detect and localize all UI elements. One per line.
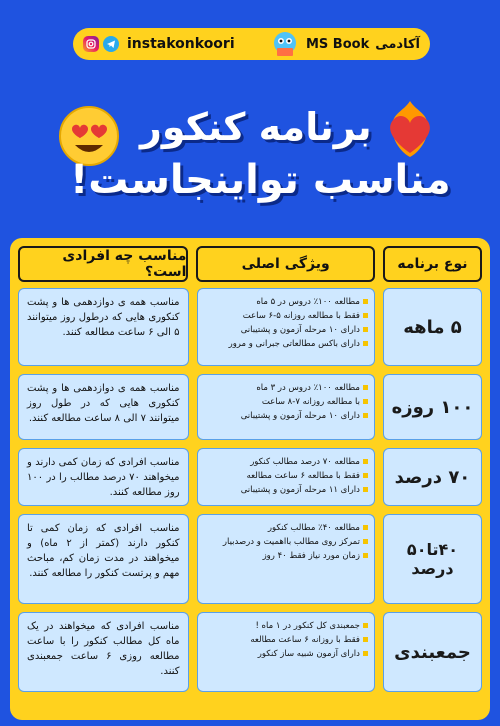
bullet-icon: [363, 473, 368, 478]
features-cell: [197, 514, 375, 604]
program-table: [10, 238, 490, 720]
title-line-2: مناسب تواینجاست!: [70, 157, 451, 203]
bullet-icon: [363, 385, 368, 390]
bullet-icon: [363, 299, 368, 304]
bullet-icon: [363, 553, 368, 558]
table-body: [18, 288, 482, 692]
bullet-icon: [363, 459, 368, 464]
telegram-icon[interactable]: [103, 36, 119, 52]
title-area: [0, 85, 500, 215]
program-type: جمعبندی: [383, 612, 482, 692]
list-item: فقط با مطالعه روزانه ۵-۶ ساعت: [202, 309, 368, 323]
list-item: با مطالعه روزانه ۷-۸ ساعت: [202, 395, 368, 409]
table-row: [18, 514, 482, 604]
features-cell: [197, 374, 375, 440]
list-item: دارای ۱۰ مرحله آزمون و پشتیبانی: [202, 409, 368, 423]
list-item: دارای آزمون شبیه ساز کنکور: [202, 647, 368, 661]
list-item: جمعبندی کل کنکور در ۱ ماه !: [202, 619, 368, 633]
bullet-icon: [363, 623, 368, 628]
brand-name: MS Book: [305, 36, 370, 52]
mascot-icon: [270, 29, 300, 59]
audience-cell: مناسب همه ی دوازدهمی ها و پشت کنکوری هایی که درطول روز میتوانند ۵ الی ۶ ساعت مطالعه کنند.: [18, 288, 189, 366]
list-item: دارای ۱۱ مرحله آزمون و پشتیبانی: [202, 483, 368, 497]
features-cell: [197, 448, 375, 506]
program-type: ۷۰ درصد: [383, 448, 482, 506]
instagram-handle[interactable]: instakonkoori: [127, 36, 235, 52]
bullet-icon: [363, 327, 368, 332]
audience-cell: مناسب افرادی که میخواهند در یک ماه کل مطالب کنکور را با ساعت مطالعه روزی ۶ ساعت جمعبندی کنند.: [18, 612, 189, 692]
list-item: تمرکز روی مطالب بااهمیت و درصدبیار: [202, 535, 368, 549]
bullet-icon: [363, 637, 368, 642]
academy-label: آکادمی: [375, 36, 420, 52]
list-item: زمان مورد نیاز فقط ۴۰ روز: [202, 549, 368, 563]
list-item: فقط با مطالعه ۶ ساعت مطالعه: [202, 469, 368, 483]
table-row: [18, 448, 482, 506]
list-item: مطالعه ۴۰٪ مطالب کنکور: [202, 521, 368, 535]
header-badge: [73, 28, 430, 60]
bullet-icon: [363, 341, 368, 346]
bullet-icon: [363, 413, 368, 418]
table-row: [18, 374, 482, 440]
bullet-icon: [363, 313, 368, 318]
audience-cell: مناسب افرادی که زمان کمی دارند و میخواهند ۷۰ درصد مطالب را در ۱۰۰ روز مطالعه کنند.: [18, 448, 189, 506]
instagram-icon[interactable]: [83, 36, 99, 52]
program-type: ۵ ماهه: [383, 288, 482, 366]
features-cell: [197, 612, 375, 692]
social-group: [83, 36, 235, 52]
list-item: مطالعه ۷۰ درصد مطالب کنکور: [202, 455, 368, 469]
table-row: [18, 612, 482, 692]
title-line-1: برنامه کنکور: [140, 105, 372, 149]
list-item: مطالعه ۱۰۰٪ دروس در ۳ ماه: [202, 381, 368, 395]
program-type: ۴۰تا۵۰ درصد: [383, 514, 482, 604]
features-cell: [197, 288, 375, 366]
audience-cell: مناسب افرادی که زمان کمی تا کنکور دارند (کمتر از ۲ ماه) و میخواهند در مدت زمان کم، مباحث مهم و پرتست کنکور را مطالعه کنند.: [18, 514, 189, 604]
audience-cell: مناسب همه ی دوازدهمی ها و پشت کنکوری هایی که در طول روز میتوانند ۷ الی ۸ ساعت مطالعه کنند.: [18, 374, 189, 440]
table-header: [18, 246, 482, 282]
column-header: نوع برنامه: [383, 246, 482, 282]
list-item: دارای باکس مطالعاتی جبرانی و مرور: [202, 337, 368, 351]
bullet-icon: [363, 539, 368, 544]
brand-group: [270, 29, 420, 59]
bullet-icon: [363, 651, 368, 656]
table-row: [18, 288, 482, 366]
bullet-icon: [363, 525, 368, 530]
column-header: ویژگی اصلی: [196, 246, 374, 282]
bullet-icon: [363, 399, 368, 404]
column-header: مناسب چه افرادی است؟: [18, 246, 188, 282]
list-item: فقط با روزانه ۶ ساعت مطالعه: [202, 633, 368, 647]
program-type: ۱۰۰ روزه: [383, 374, 482, 440]
burning-heart-icon: [380, 97, 440, 159]
list-item: مطالعه ۱۰۰٪ دروس در ۵ ماه: [202, 295, 368, 309]
list-item: دارای ۱۰ مرحله آزمون و پشتیبانی: [202, 323, 368, 337]
bullet-icon: [363, 487, 368, 492]
